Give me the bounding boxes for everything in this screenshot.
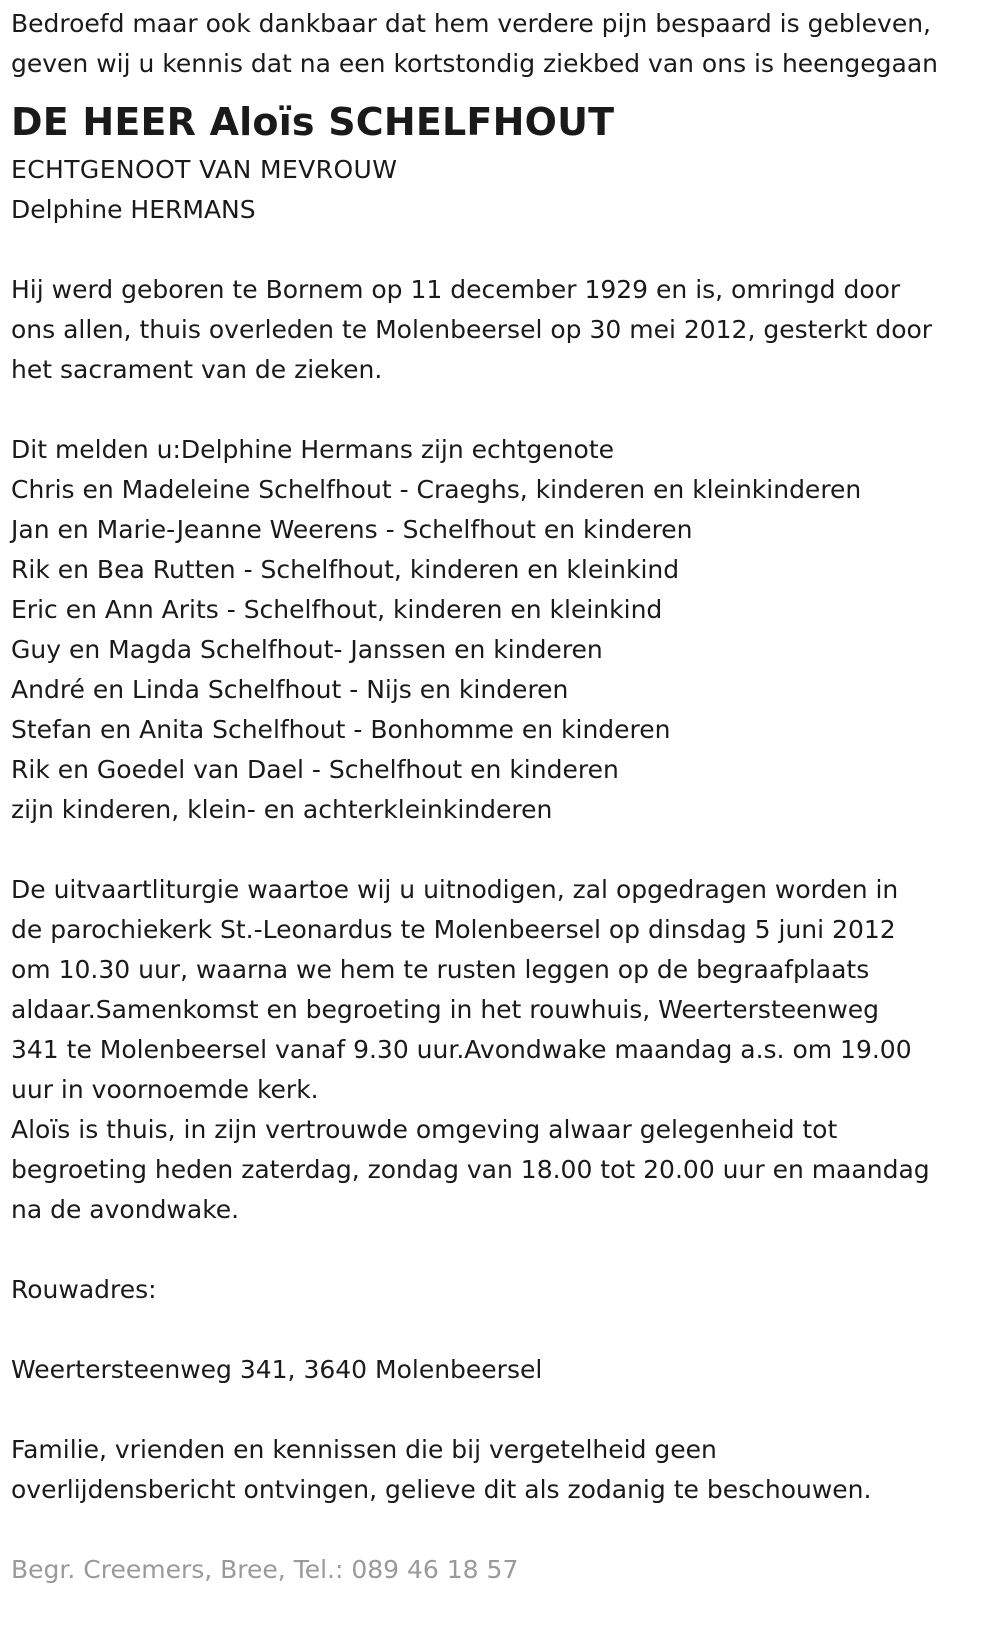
intro-line: Bedroefd maar ook dankbaar dat hem verdere pijn bespaard is gebleven, xyxy=(11,9,932,38)
spouse-title: ECHTGENOOT VAN MEVROUW xyxy=(11,155,398,184)
family-line: zijn kinderen, klein- en achterkleinkinderen xyxy=(11,795,553,824)
spacer xyxy=(11,830,990,870)
funeral-line: De uitvaartliturgie waartoe wij u uitnodigen, zal opgedragen worden in xyxy=(11,875,899,904)
funeral-line: om 10.30 uur, waarna we hem te rusten leggen op de begraafplaats xyxy=(11,955,870,984)
family-line: Dit melden u:Delphine Hermans zijn echtgenote xyxy=(11,435,615,464)
family-line: Stefan en Anita Schelfhout - Bonhomme en kinderen xyxy=(11,715,671,744)
family-section xyxy=(11,430,990,830)
funeral-line: uur in voornoemde kerk. xyxy=(11,1075,319,1104)
address-value: Weertersteenweg 341, 3640 Molenbeersel xyxy=(11,1355,543,1384)
family-line: André en Linda Schelfhout - Nijs en kinderen xyxy=(11,675,569,704)
spacer xyxy=(11,1230,990,1270)
closing-section xyxy=(11,1430,990,1510)
last-name: SCHELFHOUT xyxy=(328,100,615,144)
birth-death-line: ons allen, thuis overleden te Molenbeersel op 30 mei 2012, gesterkt door xyxy=(11,315,933,344)
spacer xyxy=(11,230,990,270)
funeral-line: begroeting heden zaterdag, zondag van 18.00 tot 20.00 uur en maandag xyxy=(11,1155,930,1184)
funeral-line: de parochiekerk St.-Leonardus te Molenbeersel op dinsdag 5 juni 2012 xyxy=(11,915,896,944)
family-line: Rik en Bea Rutten - Schelfhout, kinderen en kleinkind xyxy=(11,555,680,584)
spacer xyxy=(11,390,990,430)
family-line: Rik en Goedel van Dael - Schelfhout en kinderen xyxy=(11,755,619,784)
intro-section xyxy=(11,4,990,84)
family-line: Guy en Magda Schelfhout- Janssen en kinderen xyxy=(11,635,603,664)
closing-line: overlijdensbericht ontvingen, gelieve dit als zodanig te beschouwen. xyxy=(11,1475,872,1504)
birth-death-line: het sacrament van de zieken. xyxy=(11,355,383,384)
funeral-section xyxy=(11,870,990,1230)
address-label: Rouwadres: xyxy=(11,1275,157,1304)
family-line: Eric en Ann Arits - Schelfhout, kinderen en kleinkind xyxy=(11,595,663,624)
family-line: Jan en Marie-Jeanne Weerens - Schelfhout en kinderen xyxy=(11,515,693,544)
funeral-home-credit: Begr. Creemers, Bree, Tel.: 089 46 18 57 xyxy=(11,1555,519,1584)
spouse-name: Delphine HERMANS xyxy=(11,195,256,224)
spouse-section xyxy=(11,150,990,230)
first-name: Aloïs xyxy=(209,100,315,144)
funeral-line: aldaar.Samenkomst en begroeting in het rouwhuis, Weertersteenweg xyxy=(11,995,880,1024)
funeral-line: na de avondwake. xyxy=(11,1195,240,1224)
birth-death-line: Hij werd geboren te Bornem op 11 december 1929 en is, omringd door xyxy=(11,275,901,304)
funeral-line: 341 te Molenbeersel vanaf 9.30 uur.Avondwake maandag a.s. om 19.00 xyxy=(11,1035,912,1064)
closing-line: Familie, vrienden en kennissen die bij vergetelheid geen xyxy=(11,1435,717,1464)
funeral-line: Aloïs is thuis, in zijn vertrouwde omgeving alwaar gelegenheid tot xyxy=(11,1115,838,1144)
name-prefix: DE HEER xyxy=(11,100,197,144)
intro-line: geven wij u kennis dat na een kortstondig ziekbed van ons is heengegaan xyxy=(11,49,939,78)
deceased-name xyxy=(11,102,990,142)
birth-death-section xyxy=(11,270,990,390)
address-section xyxy=(11,1270,990,1390)
spacer xyxy=(11,1310,990,1350)
spacer xyxy=(11,1390,990,1430)
family-line: Chris en Madeleine Schelfhout - Craeghs, kinderen en kleinkinderen xyxy=(11,475,862,504)
